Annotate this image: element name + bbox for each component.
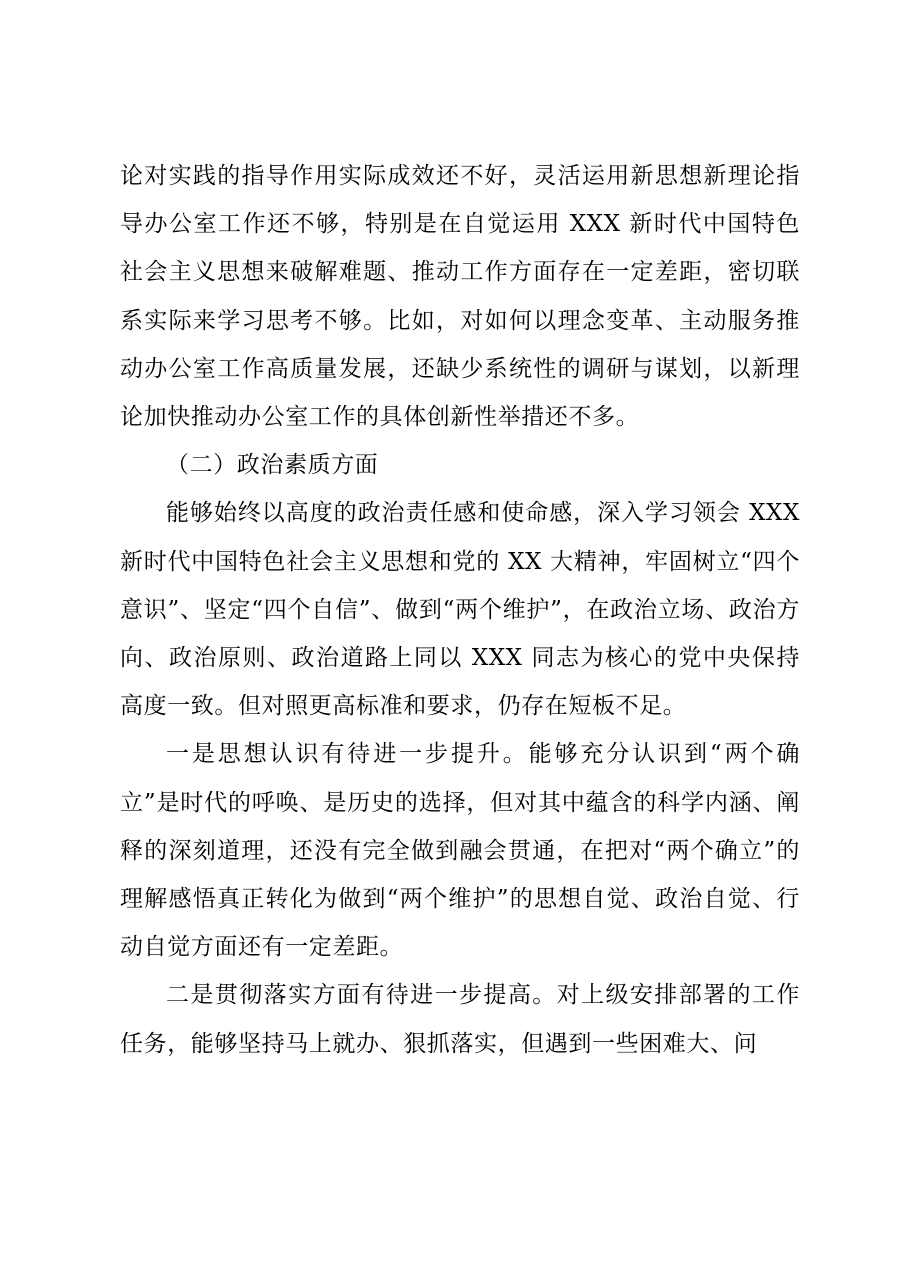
paragraph-point-one: 一是思想认识有待进一步提升。能够充分认识到“两个确立”是时代的呼唤、是历史的选择，但对其中蕴含的科学内涵、阐释的深刻道理，还没有完全做到融会贯通，在把对“两个确立”的理解感悟真正转化为做到“两个维护”的思想自觉、政治自觉、行动自觉方面还有一定差距。 bbox=[120, 741, 800, 961]
section-heading-political-quality: （二）政治素质方面 bbox=[166, 452, 379, 479]
paragraph-continuation: 论对实践的指导作用实际成效还不好，灵活运用新思想新理论指导办公室工作还不够，特别是在自觉运用 XXX 新时代中国特色社会主义思想来破解难题、推动工作方面存在一定差距，密切联系实际来学习思考不够。比如，对如何以理念变革、主动服务推动办公室工作高质量发展，还缺少系统性的调研与谋划，以新理论加快推动办公室工作的具体创新性举措还不多。 bbox=[120, 163, 800, 431]
paragraph-political-quality: 能够始终以高度的政治责任感和使命感，深入学习领会 XXX 新时代中国特色社会主义思想和党的 XX 大精神，牢固树立“四个意识”、坚定“四个自信”、做到“两个维护”，在政治立场、政治方向、政治原则、政治道路上同以 XXX 同志为核心的党中央保持高度一致。但对照更高标准和要求，仍存在短板不足。 bbox=[120, 500, 800, 720]
paragraph-point-two: 二是贯彻落实方面有待进一步提高。对上级安排部署的工作任务，能够坚持马上就办、狠抓落实，但遇到一些困难大、问 bbox=[120, 982, 800, 1057]
document-body bbox=[120, 152, 800, 1068]
